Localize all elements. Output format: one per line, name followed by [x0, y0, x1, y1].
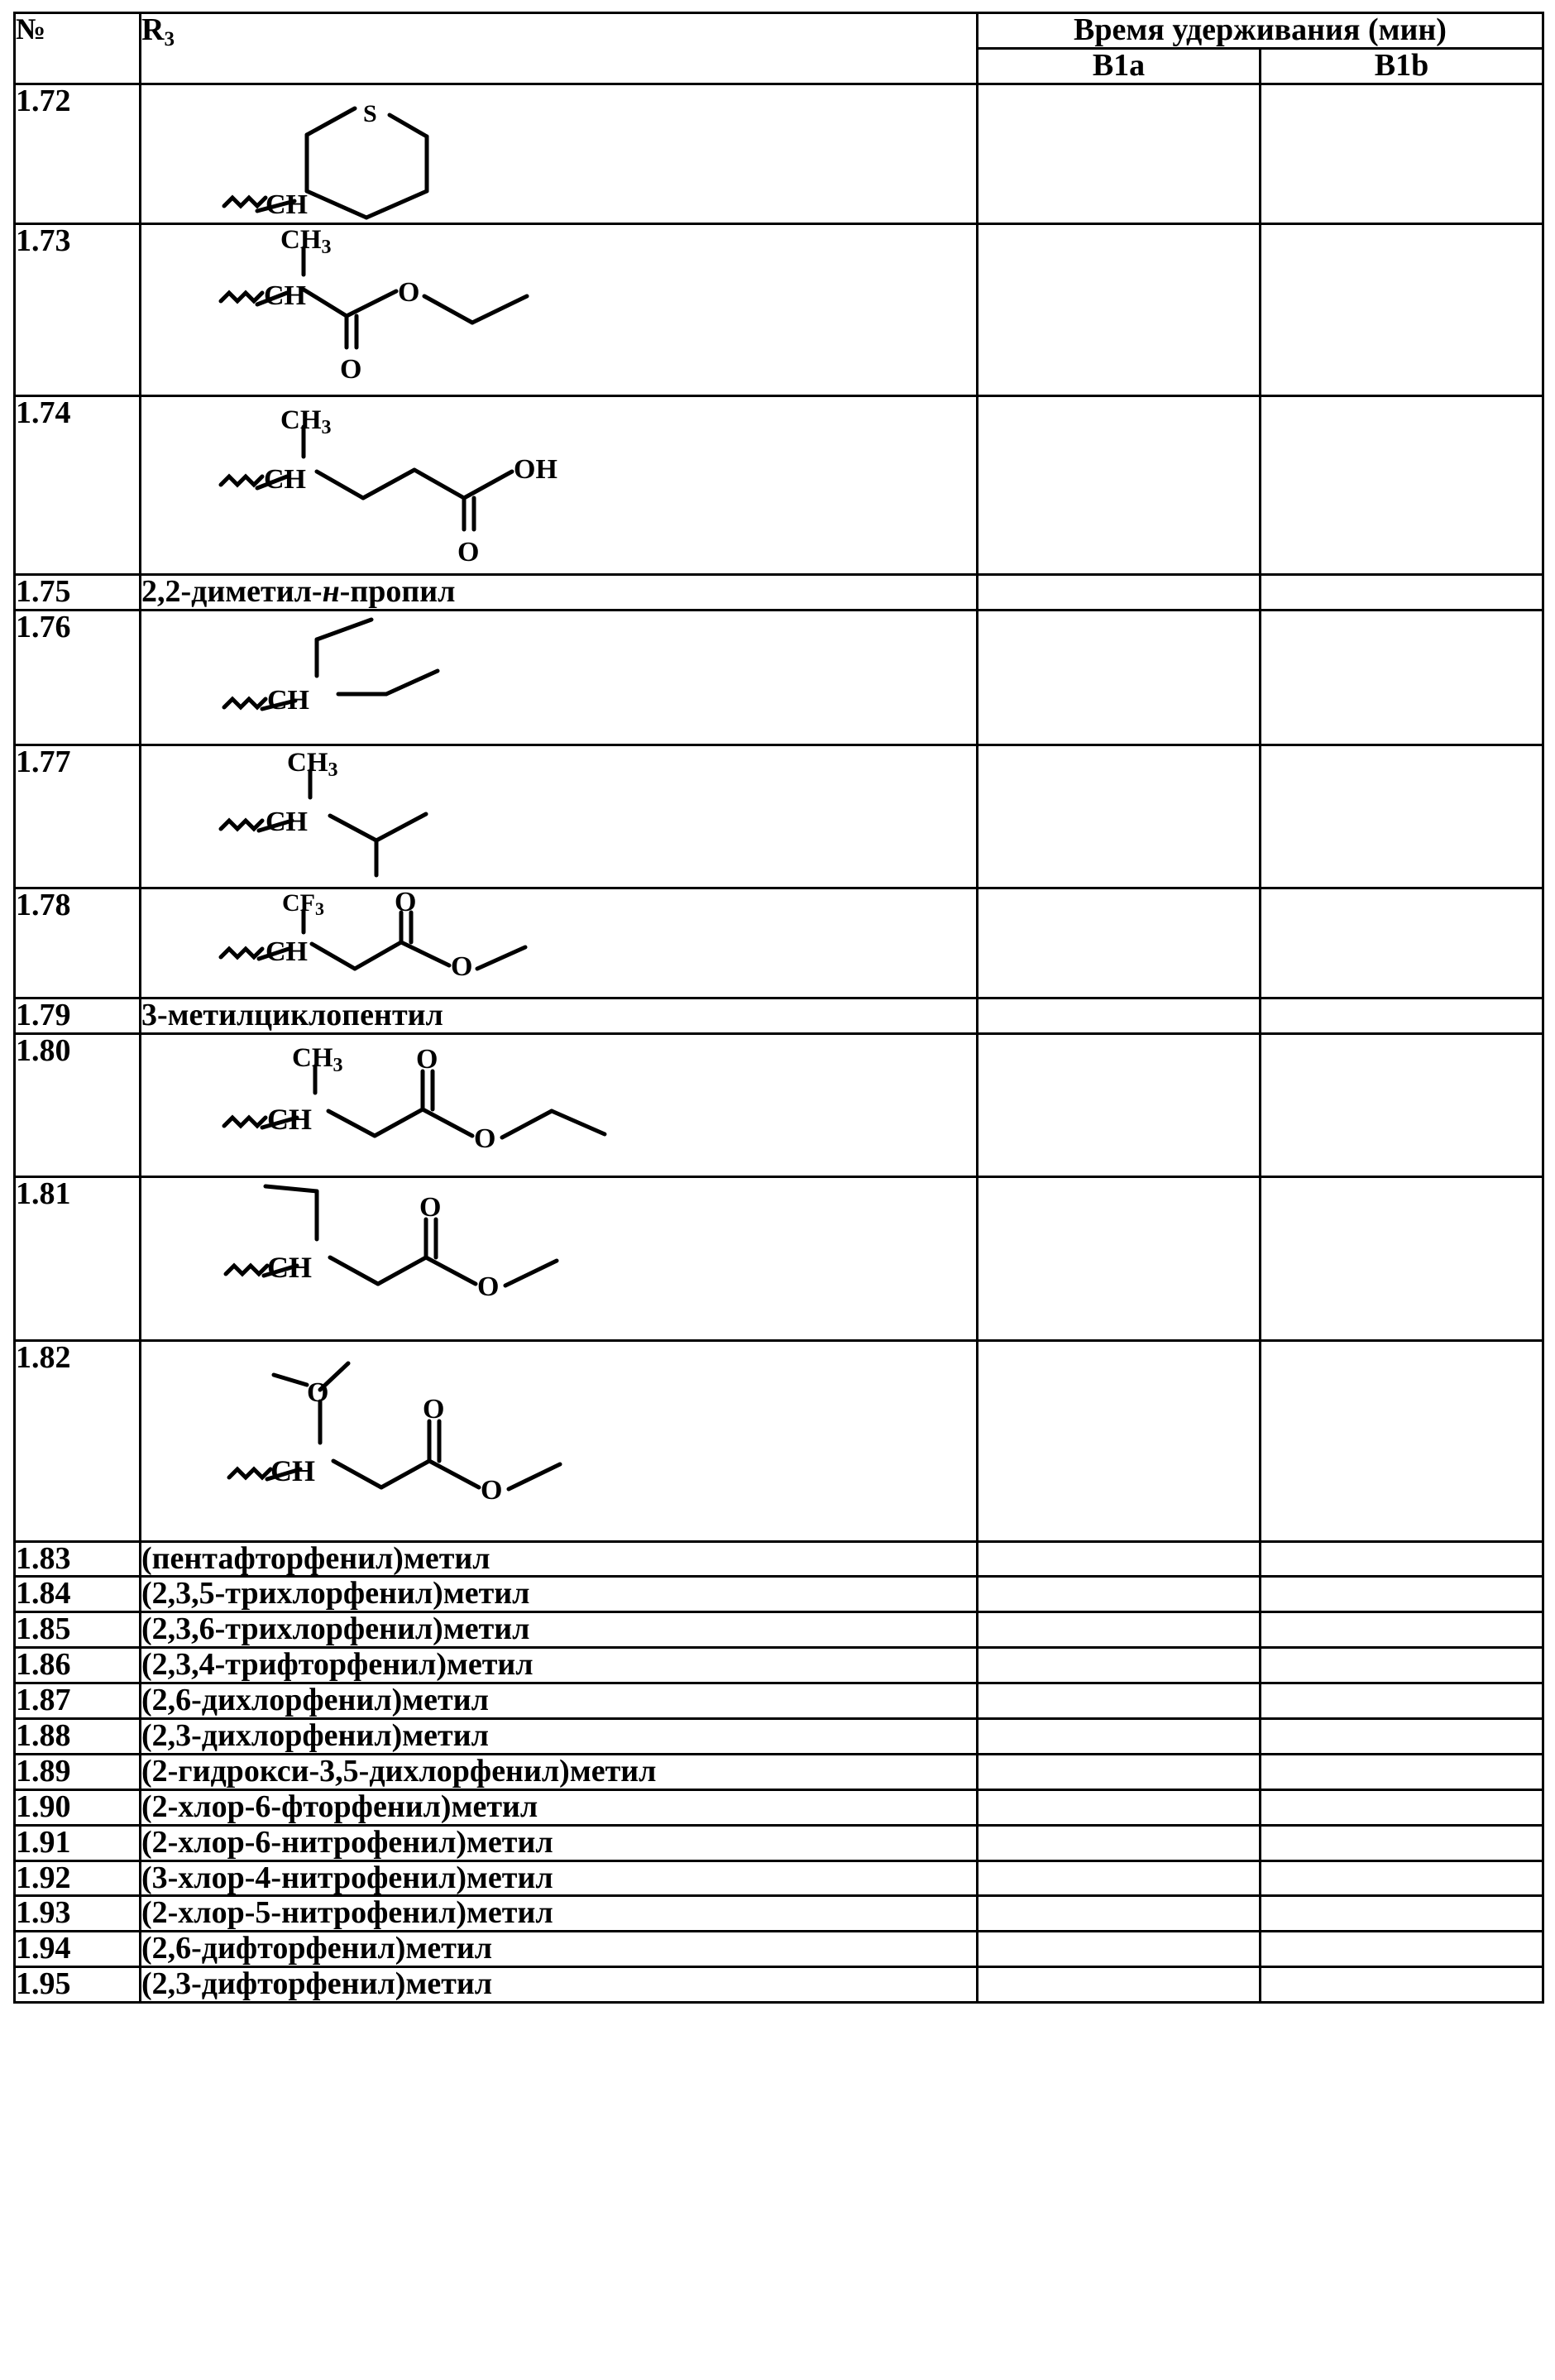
atom-label-ch3: CH3 — [287, 747, 338, 781]
substituent-text — [141, 574, 978, 610]
value-b1a[interactable] — [978, 1033, 1261, 1176]
structure-cell-ethyl-isobutyrate — [141, 223, 978, 395]
table-row — [15, 610, 1543, 745]
atom-label-ch: CH — [267, 684, 309, 716]
chemical-structure-1-76 — [141, 611, 974, 744]
value-b1a[interactable] — [978, 1719, 1261, 1755]
substituent-text: (2,3,4-трифторфенил)метил — [141, 1648, 978, 1683]
substituent-text: (2,3-дихлорфенил)метил — [141, 1719, 978, 1755]
row-number: 1.77 — [15, 745, 141, 888]
row-number: 1.79 — [15, 998, 141, 1033]
value-b1a[interactable] — [978, 1577, 1261, 1612]
table-row — [15, 574, 1543, 610]
value-b1a[interactable] — [978, 1612, 1261, 1648]
table-row — [15, 223, 1543, 395]
row-number: 1.94 — [15, 1932, 141, 1967]
value-b1b[interactable] — [1261, 574, 1543, 610]
value-b1a[interactable] — [978, 1754, 1261, 1789]
atom-label-o: O — [416, 1043, 438, 1075]
row-number: 1.85 — [15, 1612, 141, 1648]
row-number: 1.73 — [15, 223, 141, 395]
substituent-text: (2-хлор-6-нитрофенил)метил — [141, 1825, 978, 1860]
value-b1b[interactable] — [1261, 1825, 1543, 1860]
table-row — [15, 1967, 1543, 2003]
value-b1b[interactable] — [1261, 1541, 1543, 1577]
table-header — [15, 13, 1543, 84]
value-b1a[interactable] — [978, 84, 1261, 223]
substituent-table — [13, 12, 1544, 2004]
table-row — [15, 1932, 1543, 1967]
row-number: 1.83 — [15, 1541, 141, 1577]
value-b1b[interactable] — [1261, 1577, 1543, 1612]
row-number: 1.81 — [15, 1176, 141, 1340]
header-b1a: B1a — [978, 48, 1261, 84]
substituent-text-post: -пропил — [339, 573, 456, 609]
atom-label-s: S — [363, 99, 377, 127]
chemical-structure-1-80 — [141, 1035, 974, 1176]
atom-label-ch: CH — [267, 1102, 312, 1136]
value-b1b[interactable] — [1261, 1340, 1543, 1541]
atom-label-ch: CH — [264, 280, 306, 311]
value-b1b[interactable] — [1261, 888, 1543, 998]
table-row — [15, 1683, 1543, 1719]
chemical-structure-1-81 — [141, 1178, 974, 1339]
value-b1b[interactable] — [1261, 1967, 1543, 2003]
value-b1b[interactable] — [1261, 745, 1543, 888]
row-number: 1.80 — [15, 1033, 141, 1176]
value-b1b[interactable] — [1261, 1860, 1543, 1896]
chemical-structure-1-74 — [141, 397, 974, 573]
atom-label-ch: CH — [266, 189, 308, 220]
structure-cell-methylbutanoic-acid — [141, 395, 978, 574]
atom-label-o: O — [340, 353, 362, 385]
substituent-text: (2,3,6-трихлорфенил)метил — [141, 1612, 978, 1648]
value-b1b[interactable] — [1261, 610, 1543, 745]
value-b1a[interactable] — [978, 574, 1261, 610]
value-b1b[interactable] — [1261, 1719, 1543, 1755]
substituent-text: (2-гидрокси-3,5-дихлорфенил)метил — [141, 1754, 978, 1789]
chemical-structure-1-72 — [141, 85, 974, 223]
value-b1b[interactable] — [1261, 1754, 1543, 1789]
value-b1a[interactable] — [978, 1896, 1261, 1932]
value-b1b[interactable] — [1261, 1932, 1543, 1967]
table-row — [15, 1754, 1543, 1789]
substituent-text-pre: 2,2-диметил- — [141, 573, 323, 609]
atom-label-ch: CH — [270, 1453, 315, 1487]
table-row — [15, 1176, 1543, 1340]
value-b1b[interactable] — [1261, 998, 1543, 1033]
atom-label-o2: O — [398, 276, 420, 308]
value-b1a[interactable] — [978, 1683, 1261, 1719]
table-row — [15, 395, 1543, 574]
row-number: 1.84 — [15, 1577, 141, 1612]
value-b1a[interactable] — [978, 1340, 1261, 1541]
table-row — [15, 1033, 1543, 1176]
value-b1b[interactable] — [1261, 1612, 1543, 1648]
atom-label-o2: O — [451, 951, 473, 982]
atom-label-ch3: CH3 — [292, 1042, 343, 1076]
atom-label-o2: O — [474, 1123, 496, 1154]
row-number: 1.72 — [15, 84, 141, 223]
structure-cell-ethyl-methylbutanoate — [141, 1033, 978, 1176]
row-number: 1.92 — [15, 1860, 141, 1896]
value-b1a[interactable] — [978, 1967, 1261, 2003]
atom-label-oh: OH — [514, 453, 557, 485]
row-number: 1.88 — [15, 1719, 141, 1755]
atom-label-ch: CH — [266, 806, 308, 837]
row-number: 1.91 — [15, 1825, 141, 1860]
value-b1b[interactable] — [1261, 1683, 1543, 1719]
value-b1b[interactable] — [1261, 1176, 1543, 1340]
table-row — [15, 84, 1543, 223]
table-header-row-1 — [15, 13, 1543, 49]
substituent-text: (2,3-дифторфенил)метил — [141, 1967, 978, 2003]
table-row — [15, 1612, 1543, 1648]
structure-cell-thiane — [141, 84, 978, 223]
atom-label-o2: O — [481, 1474, 503, 1506]
substituent-text: (2-хлор-5-нитрофенил)метил — [141, 1896, 978, 1932]
atom-label-ch: CH — [267, 1250, 312, 1284]
chemical-structure-1-73 — [141, 225, 974, 395]
structure-cell-cf3-ester — [141, 888, 978, 998]
table-row — [15, 1789, 1543, 1825]
value-b1a[interactable] — [978, 1176, 1261, 1340]
row-number: 1.89 — [15, 1754, 141, 1789]
structure-cell-methyl-ethylbutanoate — [141, 1176, 978, 1340]
atom-label-o: O — [419, 1191, 442, 1223]
value-b1b[interactable] — [1261, 223, 1543, 395]
substituent-text: (пентафторфенил)метил — [141, 1541, 978, 1577]
chemical-structure-1-78 — [141, 889, 974, 997]
value-b1b[interactable] — [1261, 84, 1543, 223]
chemical-structure-1-77 — [141, 746, 974, 887]
value-b1a[interactable] — [978, 223, 1261, 395]
row-number: 1.87 — [15, 1683, 141, 1719]
row-number: 1.82 — [15, 1340, 141, 1541]
atom-label-cf3: CF3 — [282, 888, 324, 919]
table-row — [15, 888, 1543, 998]
substituent-text: (2-хлор-6-фторфенил)метил — [141, 1789, 978, 1825]
value-b1b[interactable] — [1261, 1896, 1543, 1932]
row-number: 1.90 — [15, 1789, 141, 1825]
row-number: 1.75 — [15, 574, 141, 610]
value-b1b[interactable] — [1261, 1789, 1543, 1825]
row-number: 1.95 — [15, 1967, 141, 2003]
table-body — [15, 84, 1543, 2002]
value-b1a[interactable] — [978, 1648, 1261, 1683]
value-b1a[interactable] — [978, 1825, 1261, 1860]
header-number: № — [15, 13, 141, 84]
row-number: 1.74 — [15, 395, 141, 574]
atom-label-ch3: CH3 — [280, 405, 332, 438]
value-b1a[interactable] — [978, 395, 1261, 574]
table-row — [15, 1577, 1543, 1612]
substituent-text: (2,6-дифторфенил)метил — [141, 1932, 978, 1967]
value-b1a[interactable] — [978, 888, 1261, 998]
structure-cell-methylbutan-2-yl — [141, 745, 978, 888]
table-row — [15, 1825, 1543, 1860]
structure-cell-methoxy-ester — [141, 1340, 978, 1541]
table-row — [15, 745, 1543, 888]
atom-label-o2: O — [477, 1271, 500, 1302]
value-b1b[interactable] — [1261, 395, 1543, 574]
chemical-structure-1-82 — [141, 1342, 974, 1540]
value-b1a[interactable] — [978, 745, 1261, 888]
table-row — [15, 1648, 1543, 1683]
atom-label-ch: CH — [266, 936, 308, 967]
header-r3 — [141, 13, 978, 84]
value-b1a[interactable] — [978, 1932, 1261, 1967]
value-b1a[interactable] — [978, 1541, 1261, 1577]
table-row — [15, 1896, 1543, 1932]
header-r3-text: R — [141, 12, 165, 47]
atom-label-o: O — [457, 536, 480, 567]
table-row — [15, 1541, 1543, 1577]
value-b1b[interactable] — [1261, 1033, 1543, 1176]
substituent-text: (2,6-дихлорфенил)метил — [141, 1683, 978, 1719]
value-b1a[interactable] — [978, 998, 1261, 1033]
atom-label-o-methoxy: O — [307, 1377, 329, 1408]
atom-label-ch3: CH3 — [280, 224, 332, 258]
substituent-text: (3-хлор-4-нитрофенил)метил — [141, 1860, 978, 1896]
substituent-text-italic: н — [322, 573, 340, 609]
header-retention-time: Время удерживания (мин) — [978, 13, 1543, 49]
atom-label-o: O — [395, 888, 417, 917]
atom-label-o: O — [423, 1393, 445, 1425]
table-row — [15, 1719, 1543, 1755]
header-b1b: B1b — [1261, 48, 1543, 84]
substituent-text: 3-метилциклопентил — [141, 998, 978, 1033]
row-number: 1.93 — [15, 1896, 141, 1932]
table-row — [15, 998, 1543, 1033]
value-b1a[interactable] — [978, 610, 1261, 745]
row-number: 1.76 — [15, 610, 141, 745]
header-r3-subscript: 3 — [164, 28, 175, 51]
row-number: 1.78 — [15, 888, 141, 998]
structure-cell-pentan-3-yl — [141, 610, 978, 745]
value-b1b[interactable] — [1261, 1648, 1543, 1683]
table-row — [15, 1860, 1543, 1896]
substituent-text: (2,3,5-трихлорфенил)метил — [141, 1577, 978, 1612]
value-b1a[interactable] — [978, 1789, 1261, 1825]
atom-label-ch: CH — [264, 463, 306, 495]
row-number: 1.86 — [15, 1648, 141, 1683]
value-b1a[interactable] — [978, 1860, 1261, 1896]
table-row — [15, 1340, 1543, 1541]
